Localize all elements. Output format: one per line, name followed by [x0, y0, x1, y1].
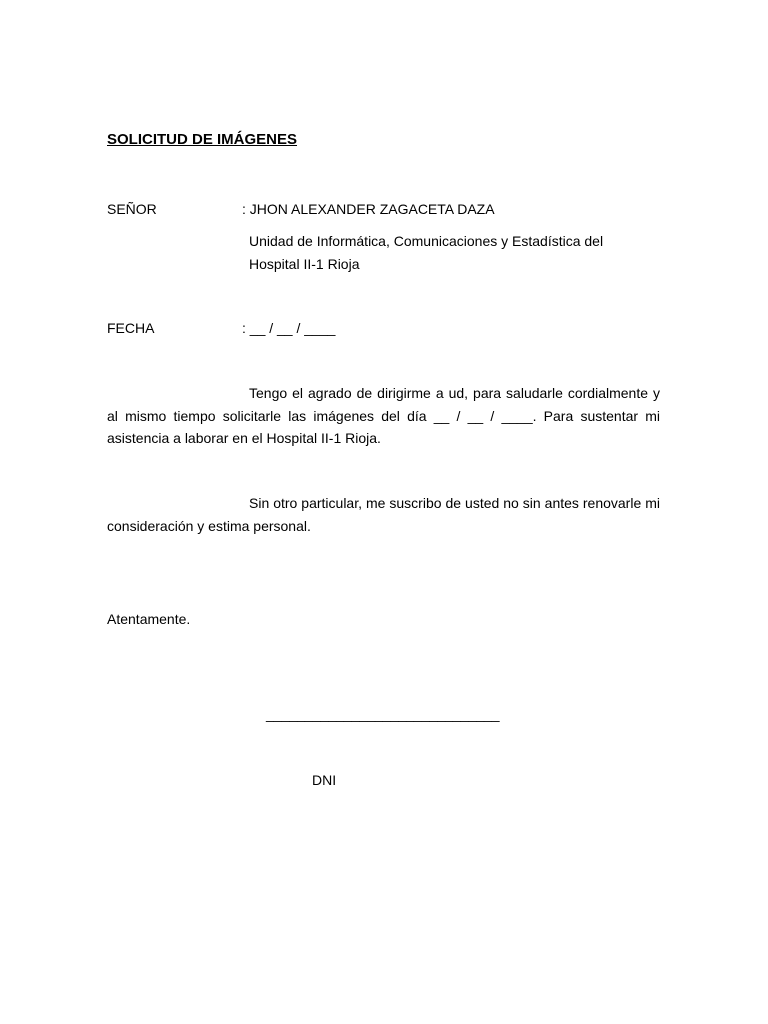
- signature-dni-label: DNI: [312, 772, 337, 788]
- body-paragraph-1-text: Tengo el agrado de dirigirme a ud, para saludarle cordialmente y al mismo tiempo solicitarle las imágenes del día __ / __ / ____. Para sustentar mi asistencia a laborar en el Hospital II-1 Rioja.: [107, 385, 660, 446]
- signature-line: ______________________________: [266, 706, 500, 722]
- document-title: SOLICITUD DE IMÁGENES: [107, 131, 298, 148]
- body-paragraph-2: [107, 492, 660, 537]
- closing-text: Atentamente.: [107, 611, 191, 627]
- body-paragraph-1: [107, 382, 660, 450]
- recipient-name: : JHON ALEXANDER ZAGACETA DAZA: [242, 201, 495, 217]
- recipient-label: SEÑOR: [107, 201, 157, 217]
- date-label: FECHA: [107, 320, 155, 336]
- body-paragraph-2-text: Sin otro particular, me suscribo de usted no sin antes renovarle mi consideración y estima personal.: [107, 495, 660, 534]
- recipient-unit-line2: Hospital II-1 Rioja: [249, 256, 360, 272]
- date-value: : __ / __ / ____: [242, 320, 336, 336]
- recipient-unit-line1: Unidad de Informática, Comunicaciones y Estadística del: [249, 233, 604, 249]
